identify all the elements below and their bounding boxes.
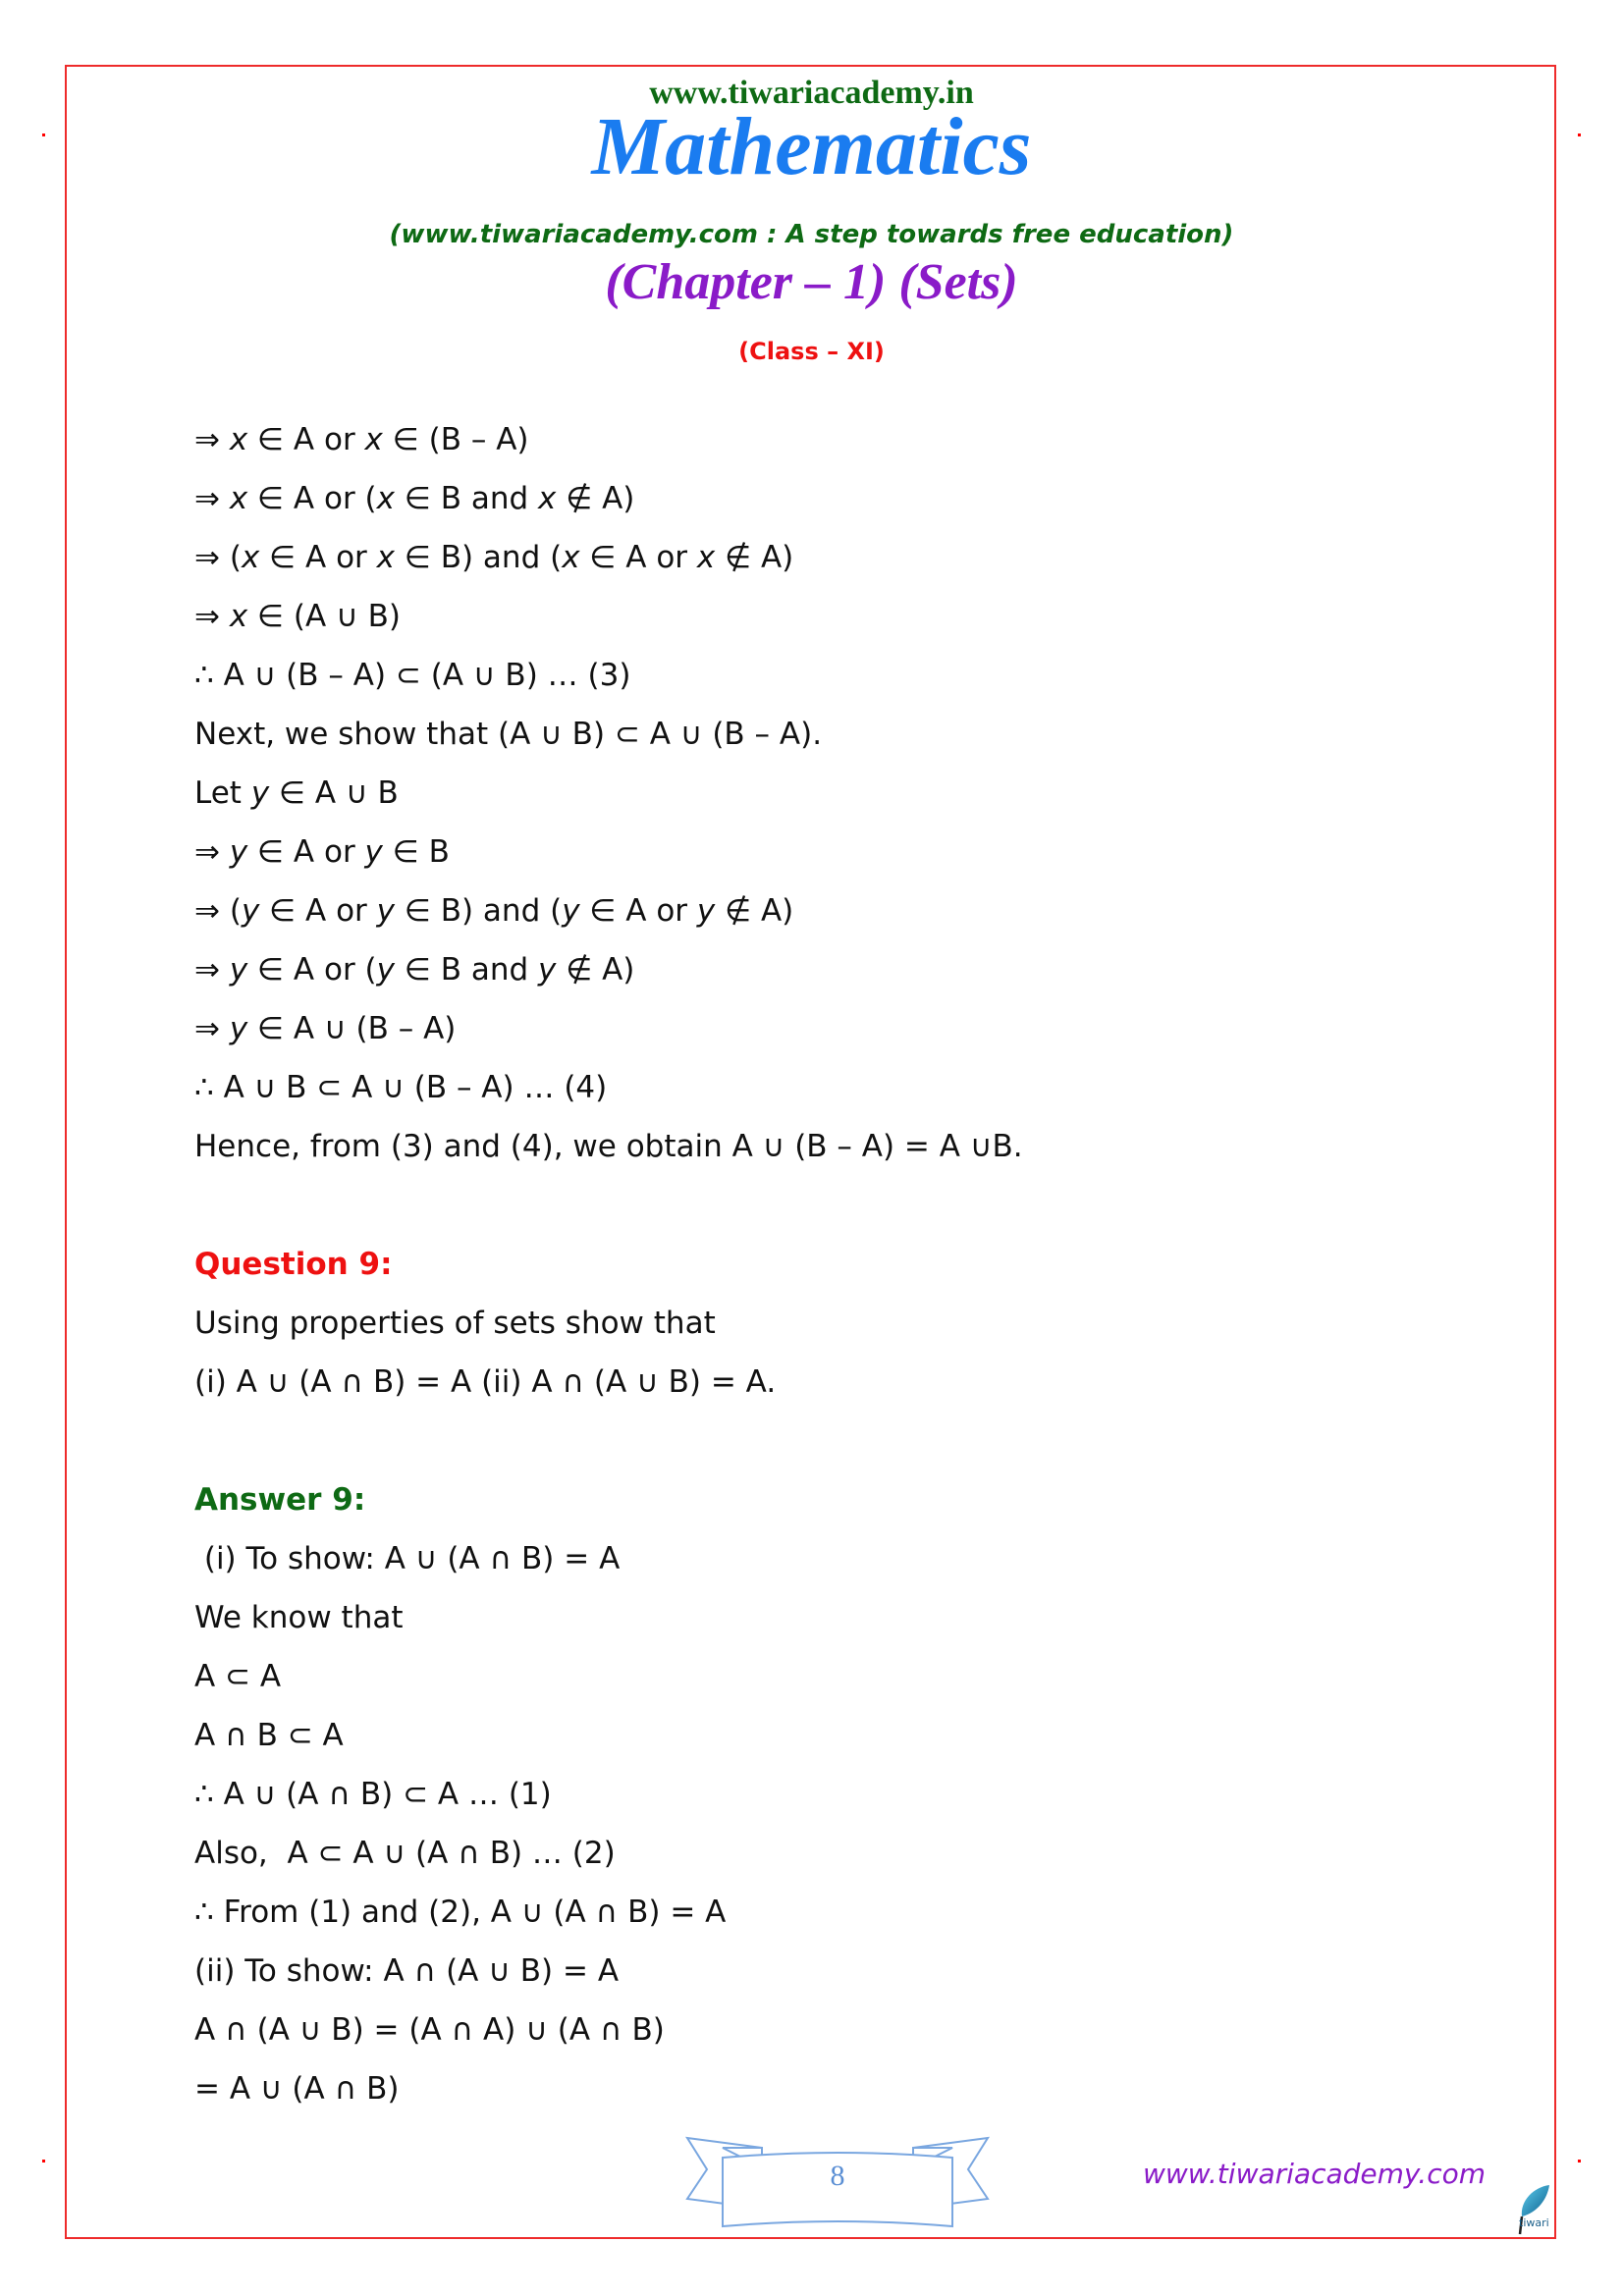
answer-line: We know that [194, 1600, 404, 1635]
page-number: 8 [830, 2160, 845, 2192]
corner-mark [1578, 2160, 1581, 2163]
proof-line: ⇒ x ∈ A or (x ∈ B and x ∉ A) [194, 481, 635, 516]
proof-line: Hence, from (3) and (4), we obtain A ∪ (B – A) = A ∪B. [194, 1129, 1023, 1164]
answer-line: A ∩ (A ∪ B) = (A ∩ A) ∪ (A ∩ B) [194, 2012, 665, 2048]
proof-line: ⇒ (x ∈ A or x ∈ B) and (x ∈ A or x ∉ A) [194, 540, 794, 575]
answer-line: = A ∪ (A ∩ B) [194, 2071, 400, 2107]
proof-line: ⇒ y ∈ A or y ∈ B [194, 834, 450, 870]
answer-line: ∴ A ∪ (A ∩ B) ⊂ A … (1) [194, 1777, 552, 1812]
question-heading: Question 9: [194, 1247, 393, 1282]
proof-line: ⇒ x ∈ (A ∪ B) [194, 599, 401, 634]
tagline: (www.tiwariacademy.com : A step towards free education) [389, 220, 1234, 249]
tiwari-leaf-logo-icon [1516, 2183, 1553, 2238]
site-url-header[interactable]: www.tiwariacademy.in [649, 75, 974, 111]
page-content [194, 410, 1471, 2118]
subject-title: Mathematics [591, 101, 1032, 192]
answer-line: (i) To show: A ∪ (A ∩ B) = A [194, 1541, 621, 1576]
proof-line: Next, we show that (A ∪ B) ⊂ A ∪ (B – A). [194, 717, 823, 752]
proof-line: ∴ A ∪ B ⊂ A ∪ (B – A) … (4) [194, 1070, 608, 1105]
answer-line: A ∩ B ⊂ A [194, 1718, 344, 1753]
answer-line: ∴ From (1) and (2), A ∪ (A ∩ B) = A [194, 1895, 727, 1930]
logo-text: tiwari [1519, 2216, 1549, 2229]
class-label: (Class – XI) [738, 338, 885, 365]
proof-line: ⇒ (y ∈ A or y ∈ B) and (y ∈ A or y ∉ A) [194, 893, 794, 929]
answer-heading: Answer 9: [194, 1482, 366, 1518]
proof-line: ⇒ x ∈ A or x ∈ (B – A) [194, 422, 529, 457]
answer-line: (ii) To show: A ∩ (A ∪ B) = A [194, 1953, 620, 1989]
corner-mark [42, 2160, 45, 2163]
question-line: Using properties of sets show that [194, 1306, 716, 1341]
answer-line: Also, A ⊂ A ∪ (A ∩ B) … (2) [194, 1836, 616, 1871]
proof-line: Let y ∈ A ∪ B [194, 775, 399, 811]
proof-line: ⇒ y ∈ A ∪ (B – A) [194, 1011, 457, 1046]
answer-line: A ⊂ A [194, 1659, 282, 1694]
chapter-title: (Chapter – 1) (Sets) [605, 254, 1018, 310]
proof-line: ⇒ y ∈ A or (y ∈ B and y ∉ A) [194, 952, 635, 988]
question-line: (i) A ∪ (A ∩ B) = A (ii) A ∩ (A ∪ B) = A. [194, 1364, 777, 1400]
proof-line: ∴ A ∪ (B – A) ⊂ (A ∪ B) … (3) [194, 658, 631, 693]
footer-url-link[interactable]: www.tiwariacademy.com [1143, 2158, 1487, 2190]
